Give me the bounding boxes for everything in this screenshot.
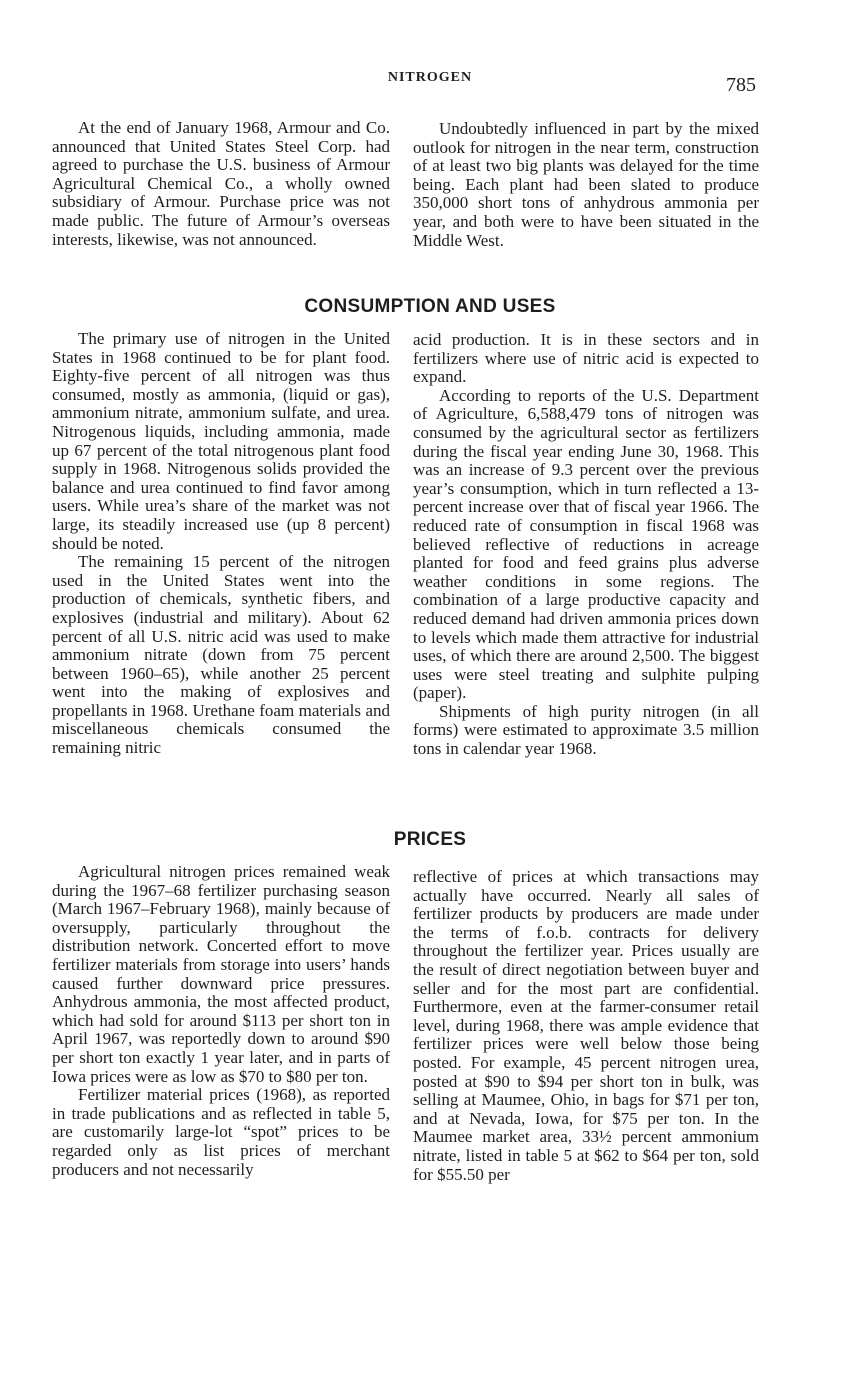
consumption-left-column [52,330,390,758]
intro-right-column [413,120,759,250]
paragraph: Undoubtedly influenced in part by the mixed outlook for nitrogen in the near term, construction of at least two big plants was delayed for the time being. Each plant had been slated to produce 350,000 short tons of anhydrous ammonia per year, and both were to have been situated in the Middle West. [413,119,759,250]
section-heading-consumption: CONSUMPTION AND USES [304,296,556,317]
paragraph-continuation: acid production. It is in these sectors and in fertilizers where use of nitric acid is expected to expand. [413,330,759,387]
prices-right-column [413,868,759,1184]
prices-left-column [52,863,390,1179]
paragraph: The primary use of nitrogen in the United States in 1968 continued to be for plant food. Eighty-five percent of all nitrogen was thus consumed, mostly as ammonia, (liquid or gas), ammonium nitrate, ammonium sulfate, and urea. Nitrogenous liquids, including ammonia, made up 67 percent of the total nitrogenous plant food supply in 1968. Nitrogenous solids provided the balance and urea continued to find favor among users. While urea’s share of the market was not large, its steadily increased use (up 8 percent) should be noted. [52,329,390,553]
paragraph-continuation: reflective of prices at which transactions may actually have occurred. Nearly all sales of fertilizer products by producers are made under the terms of f.o.b. contracts for delivery throughout the fertilizer year. Prices usually are the result of direct negotiation between buyer and seller and for the most part are confidential. Furthermore, even at the farmer-consumer retail level, during 1968, there was ample evidence that fertilizer prices were well below those being posted. For example, 45 percent nitrogen urea, posted at $90 to $94 per short ton in bulk, was selling at Maumee, Ohio, in bags for $71 per ton, and at Nevada, Iowa, for $75 per ton. In the Maumee market area, 33½ percent ammonium nitrate, listed in table 5 at $62 to $64 per ton, sold for $55.50 per [413,867,759,1184]
page-number: 785 [726,74,756,96]
paragraph: Agricultural nitrogen prices remained weak during the 1967–68 fertilizer purchasing season (March 1967–February 1968), mainly because of oversupply, particularly throughout the distribution network. Concerted effort to move fertilizer materials from storage into users’ hands caused further downward price pressures. Anhydrous ammonia, the most affected product, which had sold for around $113 per short ton in April 1967, was reportedly down to around $90 per short ton exactly 1 year later, and in parts of Iowa prices were as low as $70 to $80 per ton. [52,862,390,1086]
paragraph: The remaining 15 percent of the nitrogen used in the United States went into the production of chemicals, synthetic fibers, and explosives (industrial and military). About 62 percent of all U.S. nitric acid was used to make ammonium nitrate (down from 75 percent between 1960–65), while another 25 percent went into the making of explosives and propellants in 1968. Urethane foam materials and miscellaneous chemicals consumed the remaining nitric [52,552,390,758]
paragraph: Fertilizer material prices (1968), as reported in trade publications and as reflected in table 5, are customarily large-lot “spot” prices to be regarded only as list prices of merchant producers and not necessarily [52,1085,390,1179]
intro-left-column [52,119,390,249]
paragraph: At the end of January 1968, Armour and Co. announced that United States Steel Corp. had agreed to purchase the U.S. business of Armour Agricultural Chemical Co., a wholly owned subsidiary of Armour. Purchase price was not made public. The future of Armour’s overseas interests, likewise, was not announced. [52,118,390,249]
paragraph: Shipments of high purity nitrogen (in all forms) were estimated to approximate 3.5 million tons in calendar year 1968. [413,701,759,759]
running-title: NITROGEN [387,70,473,85]
consumption-right-column [413,331,759,759]
paragraph: According to reports of the U.S. Department of Agriculture, 6,588,479 tons of nitrogen was consumed by the agricultural sector as fertilizers during the fiscal year ending June 30, 1968. This was an increase of 9.3 percent over the previous year’s consumption, which in turn reflected a 13-percent increase over that of fiscal year 1966. The reduced rate of consumption in fiscal 1968 was believed reflective of reductions in acreage planted for food and feed grains plus adverse weather conditions in some regions. The combination of a large productive capacity and reduced demand had driven ammonia prices down to levels which made them attractive for industrial uses, of which there are around 2,500. The biggest uses were steel treating and sulphite pulping (paper). [413,385,759,703]
section-heading-prices: PRICES [393,829,467,850]
